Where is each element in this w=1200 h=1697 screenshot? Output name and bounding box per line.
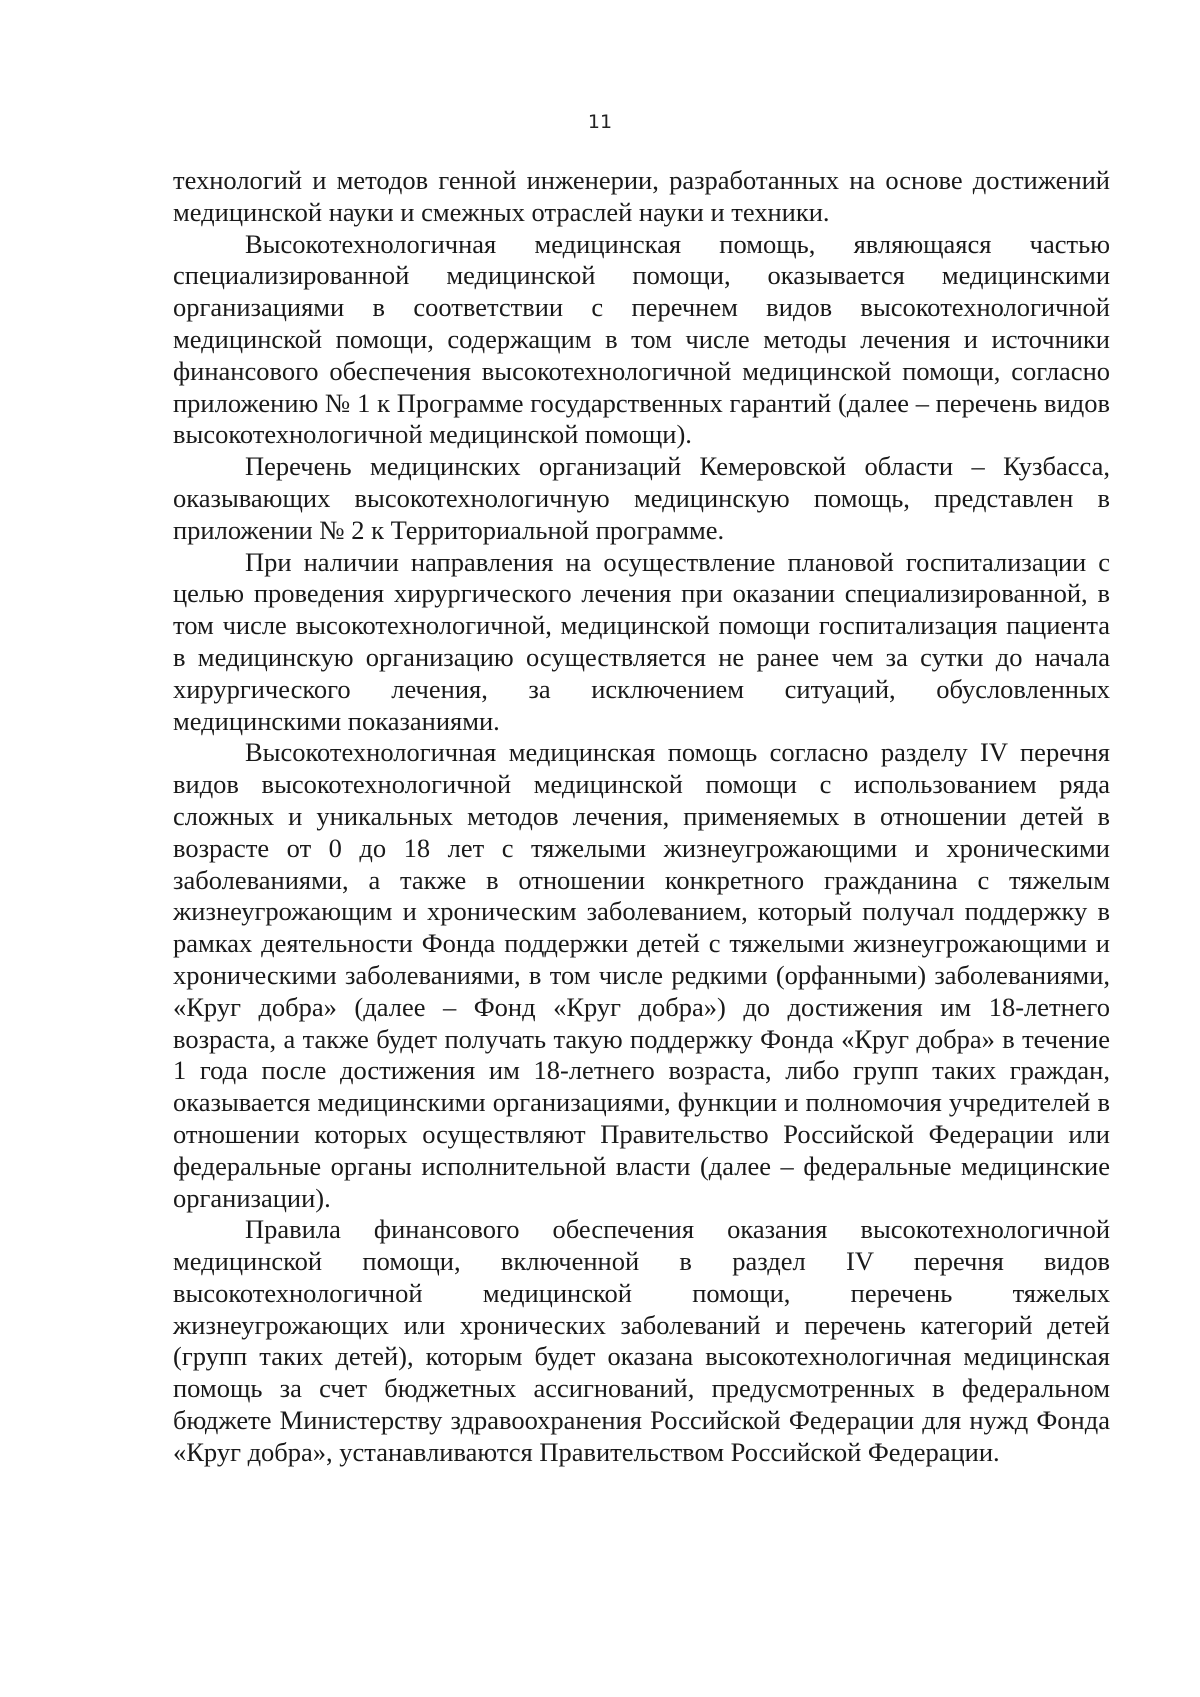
- page-number: 11: [587, 111, 613, 133]
- document-body: [173, 165, 1110, 1469]
- paragraph-section-iv-children: Высокотехнологичная медицинская помощь согласно разделу IV перечня видов высокотехнологичной медицинской помощи с использованием ряда сложных и уникальных методов лечения, применяемых в отношении детей в возрасте от 0 до 18 лет с тяжелыми жизнеугрожающими и хроническими заболеваниями, а также в отношении конкретного гражданина с тяжелым жизнеугрожающим и хроническим заболеванием, который получал поддержку в рамках деятельности Фонда поддержки детей с тяжелыми жизнеугрожающими и хроническими заболеваниями, в том числе редкими (орфанными) заболеваниями, «Круг добра» (далее – Фонд «Круг добра») до достижения им 18-летнего возраста, а также будет получать такую поддержку Фонда «Круг добра» в течение 1 года после достижения им 18-летнего возраста, либо групп таких граждан, оказывается медицинскими организациями, функции и полномочия учредителей в отношении которых осуществляют Правительство Российской Федерации или федеральные органы исполнительной власти (далее – федеральные медицинские организации).: [173, 737, 1110, 1213]
- paragraph-high-tech-care: Высокотехнологичная медицинская помощь, являющаяся частью специализированной медицинской помощи, оказывается медицинскими организациями в соответствии с перечнем видов высокотехнологичной медицинской помощи, содержащим в том числе методы лечения и источники финансового обеспечения высокотехнологичной медицинской помощи, согласно приложению № 1 к Программе государственных гарантий (далее – перечень видов высокотехнологичной медицинской помощи).: [173, 228, 1110, 450]
- paragraph-organizations-list: Перечень медицинских организаций Кемеровской области – Кузбасса, оказывающих высокотехнологичную медицинскую помощь, представлен в приложении № 2 к Территориальной программе.: [173, 451, 1110, 545]
- paragraph-continuation: технологий и методов генной инженерии, разработанных на основе достижений медицинской науки и смежных отраслей науки и техники.: [173, 165, 1110, 227]
- paragraph-financing-rules: Правила финансового обеспечения оказания высокотехнологичной медицинской помощи, включенной в раздел IV перечня видов высокотехнологичной медицинской помощи, перечень тяжелых жизнеугрожающих или хронических заболеваний и перечень категорий детей (групп таких детей), которым будет оказана высокотехнологичная медицинская помощь за счет бюджетных ассигнований, предусмотренных в федеральном бюджете Министерству здравоохранения Российской Федерации для нужд Фонда «Круг добра», устанавливаются Правительством Российской Федерации.: [173, 1214, 1110, 1467]
- paragraph-planned-hospitalization: При наличии направления на осуществление плановой госпитализации с целью проведения хирургического лечения при оказании специализированной, в том числе высокотехнологичной, медицинской помощи госпитализация пациента в медицинскую организацию осуществляется не ранее чем за сутки до начала хирургического лечения, за исключением ситуаций, обусловленных медицинскими показаниями.: [173, 546, 1110, 736]
